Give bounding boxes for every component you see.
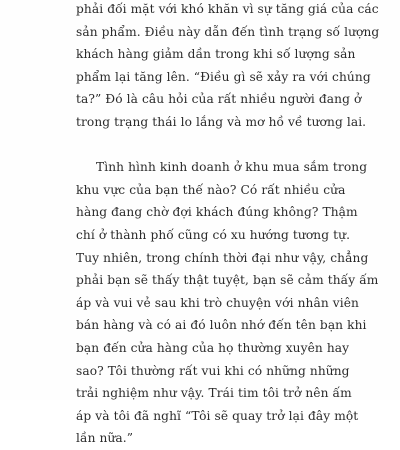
text-line: Tuy nhiên, trong chính thời đại như vậy, chẳng bbox=[76, 250, 369, 265]
text-line: lần nữa.” bbox=[76, 431, 134, 446]
text-line: áp và vui vẻ sau khi trò chuyện với nhân viên bbox=[76, 295, 360, 310]
text-line: bạn đến cửa hàng của họ thường xuyên hay bbox=[76, 340, 350, 355]
text-line: áp và tôi đã nghĩ “Tôi sẽ quay trở lại đây một bbox=[76, 408, 359, 423]
text-line: khu vực của bạn thế nào? Có rất nhiều cửa bbox=[76, 182, 346, 197]
text-line: phải bạn sẽ thấy thật tuyệt, bạn sẽ cảm thấy ấm bbox=[76, 273, 379, 288]
text-line: trong trạng thái lo lắng và mơ hồ về tương lai. bbox=[76, 114, 367, 129]
text-line: chí ở thành phố cũng có xu hướng tương tự. bbox=[76, 227, 351, 242]
text-line: trải nghiệm như vậy. Trái tim tôi trở nên ấm bbox=[76, 386, 352, 401]
text-line: bán hàng và có ai đó luôn nhớ đến tên bạn khi bbox=[76, 318, 367, 333]
text-line: phải đối mặt với khó khăn vì sự tăng giá của các bbox=[76, 2, 379, 16]
paragraph-1 bbox=[76, 0, 380, 134]
text-line: phẩm lại tăng lên. “Điều gì sẽ xảy ra với chúng bbox=[76, 69, 371, 84]
text-line: sao? Tôi thường rất vui khi có những những bbox=[76, 363, 350, 378]
paragraph-gap bbox=[76, 134, 336, 157]
text-line: sản phẩm. Điều này dẫn đến tình trạng số lượng bbox=[76, 24, 380, 39]
text-line: khách hàng giảm dần trong khi số lượng sản bbox=[76, 47, 356, 62]
text-line: Tình hình kinh doanh ở khu mua sắm trong bbox=[96, 160, 368, 175]
text-column bbox=[76, 0, 380, 450]
text-line: hàng đang chờ đợi khách đúng không? Thậm bbox=[76, 205, 358, 220]
paragraph-2 bbox=[76, 156, 379, 450]
text-line: ta?” Đó là câu hỏi của rất nhiều người đang ở bbox=[76, 92, 362, 107]
